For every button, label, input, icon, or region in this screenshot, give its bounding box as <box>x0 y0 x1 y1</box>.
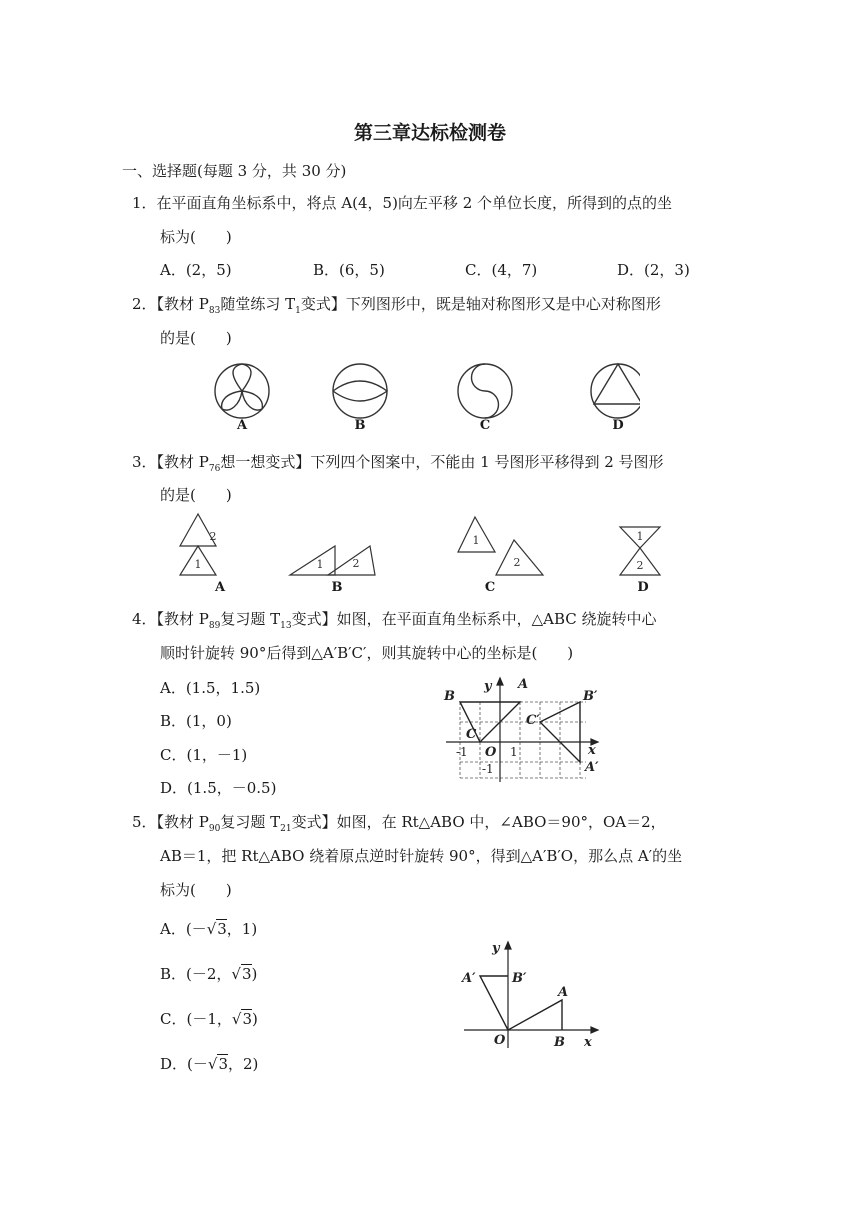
svg-text:1: 1 <box>194 558 202 571</box>
svg-text:1: 1 <box>316 558 324 571</box>
q2-line1: 2．【教材 $P_{83}$随堂练习 $T_1$变式】下列图形中，既是轴对称图形又是中心对称图形 <box>132 295 661 316</box>
q2-figure-d <box>591 364 640 418</box>
svg-text:1: 1 <box>636 530 644 543</box>
q1-option-a: A．(2，5) <box>160 261 232 279</box>
svg-text:A′: A′ <box>585 760 599 775</box>
section-heading: 一、选择题(每题 3 分，共 30 分) <box>122 162 347 180</box>
q1-line1: 1．在平面直角坐标系中，将点 A(4，5)向左平移 2 个单位长度，所得到的点的坐 <box>132 194 673 212</box>
svg-text:B: B <box>554 1035 565 1050</box>
q5-line1: 5．【教材 $P_{90}$复习题 $T_{21}$变式】如图，在 Rt△ABO 中，∠ABO＝90°，OA＝2， <box>132 813 666 834</box>
q1-line2: 标为( ) <box>160 228 232 246</box>
q5-line3: 标为( ) <box>160 881 232 899</box>
q2-label-c: C <box>479 418 491 433</box>
q3-label-a: A <box>214 580 226 595</box>
q3-line2: 的是( ) <box>160 486 232 504</box>
q3-label-c: C <box>484 580 496 595</box>
svg-text:1: 1 <box>472 534 480 547</box>
svg-text:C: C <box>466 727 477 742</box>
svg-text:A′: A′ <box>462 971 476 986</box>
q3-figure-c <box>458 517 543 575</box>
q5-axes <box>464 942 598 1048</box>
q2-line2: 的是( ) <box>160 329 232 347</box>
svg-text:2: 2 <box>352 557 360 570</box>
q2-figures <box>200 355 640 437</box>
q5-option-b: B．(－2，√3) <box>160 965 258 983</box>
q2-figure-c <box>458 364 512 418</box>
q4-coordinate-figure <box>438 674 608 784</box>
q3-figure-b <box>290 546 375 575</box>
q1-option-d: D．(2，3) <box>617 261 690 279</box>
svg-text:-1: -1 <box>456 745 468 759</box>
q2-label-d: D <box>612 418 624 433</box>
svg-text:A: A <box>558 985 569 1000</box>
svg-text:x: x <box>588 743 596 758</box>
svg-text:B: B <box>444 689 455 704</box>
q2-label-b: B <box>354 418 366 433</box>
q5-option-c: C．(－1，√3) <box>160 1010 258 1028</box>
svg-text:1: 1 <box>510 745 518 759</box>
q5-option-a: A．(－√3，1) <box>160 920 258 938</box>
q4-option-b: B．(1，0) <box>160 712 232 730</box>
q5-coordinate-figure <box>458 938 608 1052</box>
q5-line2: AB＝1，把 Rt△ABO 绕着原点逆时针旋转 90°，得到△A′B′O，那么点 A′的坐 <box>160 847 683 865</box>
svg-text:O: O <box>485 745 497 760</box>
svg-text:-1: -1 <box>482 762 494 776</box>
svg-text:y: y <box>492 941 500 956</box>
q4-option-a: A．(1.5，1.5) <box>160 679 261 697</box>
svg-text:2: 2 <box>209 530 217 543</box>
q4-line1: 4．【教材 $P_{89}$复习题 $T_{13}$变式】如图，在平面直角坐标系中，△ABC 绕旋转中心 <box>132 610 657 631</box>
svg-text:O: O <box>494 1033 506 1048</box>
svg-text:B′: B′ <box>512 971 527 986</box>
q2-figure-b <box>333 364 387 418</box>
q3-figures <box>170 512 690 580</box>
q4-option-d: D．(1.5，－0.5) <box>160 779 277 797</box>
page-title: 第三章达标检测卷 <box>353 122 506 144</box>
q4-line2: 顺时针旋转 90°后得到△A′B′C′，则其旋转中心的坐标是( ) <box>160 644 574 662</box>
q4-option-c: C．(1，－1) <box>160 746 248 764</box>
svg-text:x: x <box>584 1035 592 1050</box>
svg-text:B′: B′ <box>583 689 598 704</box>
q3-label-b: B <box>331 580 343 595</box>
q2-figure-a <box>215 364 269 418</box>
svg-text:C′: C′ <box>526 713 540 728</box>
q3-line1: 3．【教材 $P_{76}$想一想变式】下列四个图案中，不能由 1 号图形平移得到 2 号图形 <box>132 453 664 474</box>
q1-option-b: B．(6，5) <box>313 261 385 279</box>
svg-text:2: 2 <box>513 556 521 569</box>
svg-text:y: y <box>484 679 492 694</box>
svg-text:2: 2 <box>636 559 644 572</box>
q2-label-a: A <box>236 418 248 433</box>
q3-label-d: D <box>637 580 649 595</box>
svg-text:A: A <box>518 677 529 692</box>
q5-option-d: D．(－√3，2) <box>160 1055 259 1073</box>
q1-option-c: C．(4，7) <box>465 261 538 279</box>
q3-shape-labels <box>195 530 644 572</box>
